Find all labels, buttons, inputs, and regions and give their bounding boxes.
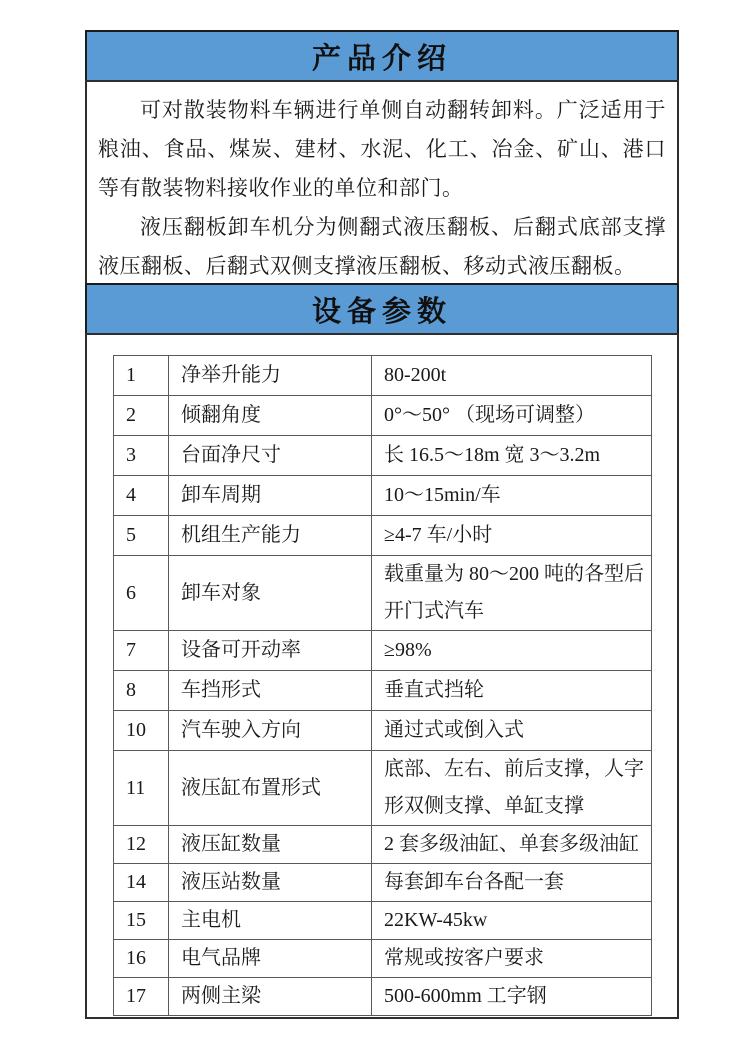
param-value-cell: 10～15min/车 xyxy=(372,476,652,516)
row-number-cell: 2 xyxy=(114,396,169,436)
table-row xyxy=(114,751,652,826)
param-value-cell: 载重量为 80～200 吨的各型后开门式汽车 xyxy=(372,556,652,631)
row-number-cell: 10 xyxy=(114,711,169,751)
params-section-body xyxy=(85,333,679,1019)
param-value-cell: 常规或按客户要求 xyxy=(372,940,652,978)
param-value-cell: 22KW-45kw xyxy=(372,902,652,940)
row-number-cell: 16 xyxy=(114,940,169,978)
param-name-cell: 卸车周期 xyxy=(169,476,372,516)
param-value-cell: 底部、左右、前后支撑，人字形双侧支撑、单缸支撑 xyxy=(372,751,652,826)
param-name-cell: 机组生产能力 xyxy=(169,516,372,556)
params-table-body xyxy=(114,356,652,1016)
table-row xyxy=(114,356,652,396)
param-value-cell: ≥98% xyxy=(372,631,652,671)
row-number-cell: 1 xyxy=(114,356,169,396)
table-row xyxy=(114,436,652,476)
param-name-cell: 电气品牌 xyxy=(169,940,372,978)
param-value-cell: 长 16.5～18m 宽 3～3.2m xyxy=(372,436,652,476)
param-name-cell: 车挡形式 xyxy=(169,671,372,711)
param-name-cell: 液压缸布置形式 xyxy=(169,751,372,826)
param-value-cell: 0°～50° （现场可调整） xyxy=(372,396,652,436)
table-row xyxy=(114,516,652,556)
param-value-cell: 80-200t xyxy=(372,356,652,396)
row-number-cell: 12 xyxy=(114,826,169,864)
param-value-cell: 通过式或倒入式 xyxy=(372,711,652,751)
table-row xyxy=(114,902,652,940)
param-name-cell: 卸车对象 xyxy=(169,556,372,631)
row-number-cell: 17 xyxy=(114,978,169,1016)
param-value-cell: 每套卸车台各配一套 xyxy=(372,864,652,902)
row-number-cell: 8 xyxy=(114,671,169,711)
row-number-cell: 7 xyxy=(114,631,169,671)
table-row xyxy=(114,711,652,751)
param-name-cell: 汽车驶入方向 xyxy=(169,711,372,751)
param-name-cell: 净举升能力 xyxy=(169,356,372,396)
param-name-cell: 两侧主梁 xyxy=(169,978,372,1016)
params-table xyxy=(113,355,652,1016)
param-name-cell: 液压缸数量 xyxy=(169,826,372,864)
params-section-title: 设备参数 xyxy=(311,295,452,328)
row-number-cell: 15 xyxy=(114,902,169,940)
param-name-cell: 台面净尺寸 xyxy=(169,436,372,476)
table-row xyxy=(114,940,652,978)
intro-paragraph-1: 可对散装物料车辆进行单侧自动翻转卸料。广泛适用于粮油、食品、煤炭、建材、水泥、化工、冶金、矿山、港口等有散装物料接收作业的单位和部门。 xyxy=(98,98,666,200)
table-row xyxy=(114,556,652,631)
param-value-cell: 2 套多级油缸、单套多级油缸 xyxy=(372,826,652,864)
row-number-cell: 6 xyxy=(114,556,169,631)
param-name-cell: 倾翻角度 xyxy=(169,396,372,436)
param-value-cell: 500-600mm 工字钢 xyxy=(372,978,652,1016)
table-row xyxy=(114,396,652,436)
row-number-cell: 5 xyxy=(114,516,169,556)
intro-paragraph-2: 液压翻板卸车机分为侧翻式液压翻板、后翻式底部支撑液压翻板、后翻式双侧支撑液压翻板、移动式液压翻板。 xyxy=(98,215,666,278)
row-number-cell: 4 xyxy=(114,476,169,516)
table-row xyxy=(114,826,652,864)
param-name-cell: 设备可开动率 xyxy=(169,631,372,671)
param-value-cell: 垂直式挡轮 xyxy=(372,671,652,711)
intro-section-body xyxy=(85,80,679,285)
row-number-cell: 11 xyxy=(114,751,169,826)
table-row xyxy=(114,476,652,516)
params-section-header xyxy=(85,283,679,335)
row-number-cell: 14 xyxy=(114,864,169,902)
param-name-cell: 液压站数量 xyxy=(169,864,372,902)
param-name-cell: 主电机 xyxy=(169,902,372,940)
intro-section-header xyxy=(85,30,679,82)
row-number-cell: 3 xyxy=(114,436,169,476)
param-value-cell: ≥4-7 车/小时 xyxy=(372,516,652,556)
table-row xyxy=(114,631,652,671)
table-row xyxy=(114,671,652,711)
table-row xyxy=(114,978,652,1016)
document-body xyxy=(85,30,679,1019)
intro-section-title: 产品介绍 xyxy=(311,42,452,75)
table-row xyxy=(114,864,652,902)
